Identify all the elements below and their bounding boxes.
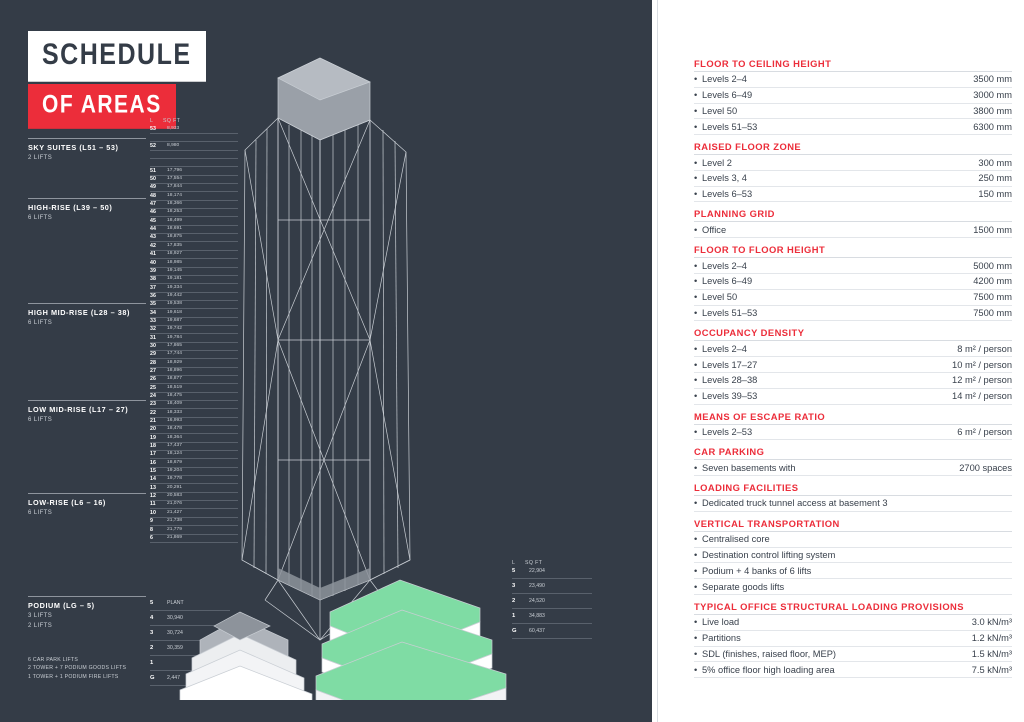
zone-lifts: 3 LIFTS — [28, 613, 53, 619]
floor-area: 18,364 — [167, 434, 182, 440]
podium-level: 5 — [512, 568, 516, 574]
bullet-icon: • — [694, 375, 698, 386]
spec-value: 4200 mm — [973, 276, 1012, 287]
bullet-icon: • — [694, 343, 698, 354]
bullet-icon: • — [694, 224, 698, 235]
podium-area: 24,520 — [529, 598, 545, 604]
spec-row — [694, 563, 1012, 579]
spec-row — [694, 274, 1012, 290]
floor-area: 21,076 — [167, 501, 182, 507]
bullet-icon: • — [694, 498, 698, 509]
floor-area: 19,181 — [167, 276, 182, 282]
floor-area: 18,691 — [167, 226, 182, 232]
column-header-level: L — [512, 560, 516, 566]
bullet-icon: • — [694, 260, 698, 271]
floor-area: 19,778 — [167, 476, 182, 482]
zone-legend-item — [28, 493, 146, 518]
spec-group-title: OCCUPANCY DENSITY — [694, 327, 1012, 341]
floor-level: 19 — [150, 434, 156, 441]
spec-row — [694, 389, 1012, 405]
spec-value: 12 m² / person — [952, 375, 1012, 386]
floor-area: 18,366 — [167, 201, 182, 207]
podium-level: 1 — [150, 660, 154, 666]
spec-label: • Separate goods lifts — [694, 581, 785, 592]
column-header-area: SQ FT — [525, 560, 543, 566]
spec-row — [694, 631, 1012, 647]
floor-area: 18,499 — [167, 217, 182, 223]
podium-level: 3 — [150, 630, 154, 636]
floor-level: 26 — [150, 376, 156, 383]
floor-level: 43 — [150, 234, 156, 241]
podium-area: 30,940 — [167, 615, 183, 621]
floor-level: 46 — [150, 209, 156, 216]
floor-area: 19,687 — [167, 317, 182, 323]
spec-value: 7500 mm — [973, 292, 1012, 303]
zone-lifts: 6 LIFTS — [28, 215, 53, 221]
floor-area: 18,475 — [167, 393, 182, 398]
floor-area: 18,896 — [167, 367, 182, 373]
bullet-icon: • — [694, 581, 698, 592]
bullet-icon: • — [694, 105, 698, 116]
spec-label: • Levels 3, 4 — [694, 173, 747, 184]
floor-level: 37 — [150, 284, 156, 291]
podium-level: 1 — [512, 613, 516, 619]
spec-row — [694, 662, 1012, 678]
floor-level: 52 — [150, 142, 156, 149]
podium-level: 2 — [150, 645, 154, 651]
spec-row — [694, 496, 1012, 512]
spec-group — [694, 518, 1012, 595]
spec-value: 1500 mm — [973, 224, 1012, 235]
floor-level: 38 — [150, 276, 156, 283]
spec-group — [694, 327, 1012, 404]
podium-area: 22,904 — [529, 568, 545, 574]
spec-group — [694, 411, 1012, 441]
floor-level: 25 — [150, 384, 156, 391]
floor-level: 49 — [150, 184, 156, 191]
spec-value: 5000 mm — [973, 260, 1012, 271]
spec-group-title: FLOOR TO CEILING HEIGHT — [694, 58, 1012, 72]
spec-label: • Centralised core — [694, 534, 770, 545]
spec-value: 6 m² / person — [957, 426, 1012, 437]
floor-area: 19,742 — [167, 326, 182, 332]
lift-note: 2 TOWER + 7 PODIUM GOODS LIFTS — [28, 665, 127, 672]
spec-group-title: MEANS OF ESCAPE RATIO — [694, 411, 1012, 425]
spec-label: • Podium + 4 banks of 6 lifts — [694, 565, 812, 576]
zone-lifts: 2 LIFTS — [28, 155, 53, 161]
spec-group — [694, 208, 1012, 238]
podium-area: 30,359 — [167, 645, 183, 651]
floor-level: 47 — [150, 201, 156, 208]
spec-row — [694, 88, 1012, 104]
floor-level: 10 — [150, 509, 156, 516]
spec-label: • Levels 6–49 — [694, 90, 753, 101]
bullet-icon: • — [694, 307, 698, 318]
floor-level: 48 — [150, 192, 156, 199]
spec-row — [694, 460, 1012, 476]
spec-group-title: VERTICAL TRANSPORTATION — [694, 518, 1012, 532]
bullet-icon: • — [694, 426, 698, 437]
bullet-icon: • — [694, 565, 698, 576]
floor-area: 21,738 — [167, 518, 182, 524]
floor-level: 9 — [150, 518, 153, 525]
spec-group — [694, 482, 1012, 512]
podium-level: 5 — [150, 600, 154, 606]
bullet-icon: • — [694, 189, 698, 200]
floor-area: 19,442 — [167, 292, 182, 298]
right-panel — [672, 0, 1024, 722]
floor-area: 18,333 — [167, 409, 182, 415]
floor-level: 18 — [150, 443, 156, 450]
spec-row — [694, 647, 1012, 663]
floor-level: 42 — [150, 242, 156, 249]
lift-note: 1 TOWER + 1 PODIUM FIRE LIFTS — [28, 673, 119, 680]
floor-area: 18,174 — [167, 192, 182, 198]
floor-area: 18,875 — [167, 234, 182, 240]
spec-group — [694, 601, 1012, 678]
floor-area: 18,929 — [167, 359, 182, 365]
spec-row — [694, 72, 1012, 88]
floor-level: 20 — [150, 426, 156, 433]
floor-level: 39 — [150, 267, 156, 274]
spec-row — [694, 290, 1012, 306]
zone-rule — [28, 198, 146, 199]
zone-rule — [28, 400, 146, 401]
floor-area: 19,334 — [167, 284, 182, 290]
spec-value: 3800 mm — [973, 105, 1012, 116]
spec-row — [694, 119, 1012, 135]
floor-area: 18,679 — [167, 459, 182, 465]
spec-value: 250 mm — [978, 173, 1012, 184]
spec-row — [694, 341, 1012, 357]
floor-level: 50 — [150, 176, 156, 183]
page-title: SCHEDULE — [28, 31, 206, 82]
podium-level: 4 — [150, 615, 154, 621]
spec-group-title: PLANNING GRID — [694, 208, 1012, 222]
floor-level: 17 — [150, 451, 156, 458]
spec-label: • Level 50 — [694, 292, 738, 303]
zone-rule — [28, 493, 146, 494]
floor-area: 17,835 — [167, 242, 182, 248]
spec-value: 10 m² / person — [952, 359, 1012, 370]
spec-row — [694, 579, 1012, 595]
spec-row — [694, 373, 1012, 389]
spec-value: 2700 spaces — [959, 462, 1012, 473]
spec-label: • Seven basements with — [694, 462, 796, 473]
zone-name: SKY SUITES (L51 – 53) — [28, 143, 119, 152]
spec-label: • Dedicated truck tunnel access at basement 3 — [694, 498, 888, 509]
zone-lifts: 6 LIFTS — [28, 320, 53, 326]
floor-area: 19,204 — [167, 468, 182, 474]
spec-group-title: CAR PARKING — [694, 446, 1012, 460]
podium-level: G — [512, 628, 517, 634]
spec-value: 8 m² / person — [957, 343, 1012, 354]
bullet-icon: • — [694, 173, 698, 184]
spec-value: 300 mm — [978, 157, 1012, 168]
spec-row — [694, 306, 1012, 322]
specifications-list — [694, 52, 1012, 680]
floor-level: 41 — [150, 251, 156, 258]
floor-level: 29 — [150, 351, 156, 358]
bullet-icon: • — [694, 359, 698, 370]
floor-area: 17,437 — [167, 443, 182, 449]
podium-area: 2,447 — [167, 675, 180, 681]
floor-level: 40 — [150, 259, 156, 266]
lift-note: 6 CAR PARK LIFTS — [28, 657, 79, 663]
spec-value: 1.5 kN/m³ — [971, 648, 1012, 659]
floor-level: 22 — [150, 409, 156, 416]
floor-level: 13 — [150, 484, 156, 491]
zone-legend-item — [28, 400, 146, 425]
floor-level: 21 — [150, 418, 156, 425]
floor-level: 23 — [150, 401, 156, 408]
floor-level: 16 — [150, 459, 156, 466]
spec-label: • Levels 39–53 — [694, 391, 758, 402]
floor-area: 17,865 — [167, 342, 182, 348]
floor-area: 21,427 — [167, 509, 182, 515]
zone-name: HIGH-RISE (L39 – 50) — [28, 203, 113, 212]
zone-name: LOW-RISE (L6 – 16) — [28, 498, 106, 507]
zone-rule — [28, 303, 146, 304]
floor-level: 8 — [150, 526, 153, 533]
bullet-icon: • — [694, 664, 698, 675]
floor-area: 18,124 — [167, 451, 182, 457]
floor-level: 34 — [150, 309, 156, 316]
spec-group — [694, 141, 1012, 202]
spec-row — [694, 222, 1012, 238]
floor-level: 35 — [150, 301, 156, 308]
spec-value: 7.5 kN/m³ — [971, 664, 1012, 675]
podium-area: 30,724 — [167, 630, 183, 636]
spec-row — [694, 171, 1012, 187]
spec-label: • Level 2 — [694, 157, 732, 168]
spec-row — [694, 258, 1012, 274]
zone-name: LOW MID-RISE (L17 – 27) — [28, 405, 129, 414]
zone-rule — [28, 138, 146, 139]
bullet-icon: • — [694, 617, 698, 628]
bullet-icon: • — [694, 550, 698, 561]
spec-label: • Levels 2–4 — [694, 260, 747, 271]
zone-legend-item — [28, 198, 146, 223]
podium-level: G — [150, 675, 155, 681]
column-header-area: SQ FT — [163, 118, 181, 124]
spec-label: • SDL (finishes, raised floor, MEP) — [694, 648, 836, 659]
floor-level: 12 — [150, 493, 156, 500]
spec-value: 1.2 kN/m³ — [971, 633, 1012, 644]
spec-group-title: TYPICAL OFFICE STRUCTURAL LOADING PROVISIONS — [694, 601, 1012, 615]
zone-rule — [28, 596, 146, 597]
spec-group-title: LOADING FACILITIES — [694, 482, 1012, 496]
spec-group — [694, 446, 1012, 476]
spec-value: 3500 mm — [973, 74, 1012, 85]
zone-lifts-secondary: 2 LIFTS — [28, 623, 53, 629]
floor-area: 18,478 — [167, 426, 182, 432]
spec-row — [694, 104, 1012, 120]
floor-level: 53 — [150, 126, 156, 132]
podium-area: PLANT — [167, 600, 184, 606]
tower-diagram — [170, 40, 590, 700]
spec-label: • Levels 2–53 — [694, 426, 753, 437]
spec-row — [694, 357, 1012, 373]
spec-value: 6300 mm — [973, 121, 1012, 132]
floor-area: 19,618 — [167, 309, 182, 315]
lift-notes — [28, 656, 158, 681]
bullet-icon: • — [694, 121, 698, 132]
floor-level: 28 — [150, 359, 156, 366]
spec-row — [694, 155, 1012, 171]
floor-area: 19,145 — [167, 267, 182, 273]
floor-level: 33 — [150, 317, 156, 324]
floor-area: 19,538 — [167, 301, 182, 307]
podium-area: 60,437 — [529, 628, 545, 634]
floor-area: 19,784 — [167, 334, 182, 340]
floor-level: 36 — [150, 292, 156, 299]
spec-row — [694, 615, 1012, 631]
zone-lifts: 6 LIFTS — [28, 510, 53, 516]
column-header-level: L — [150, 118, 154, 124]
bullet-icon: • — [694, 276, 698, 287]
bullet-icon: • — [694, 292, 698, 303]
floor-level: 31 — [150, 334, 156, 341]
spec-label: • Levels 51–53 — [694, 307, 758, 318]
floor-level: 6 — [150, 534, 153, 541]
floor-level: 30 — [150, 342, 156, 349]
spec-label: • Levels 28–38 — [694, 375, 758, 386]
floor-level: 44 — [150, 226, 156, 233]
floor-area: 18,877 — [167, 376, 182, 382]
spec-group — [694, 58, 1012, 135]
floor-area: 18,985 — [167, 259, 182, 265]
floor-level: 24 — [150, 393, 156, 399]
floor-level: 32 — [150, 326, 156, 333]
spec-label: • Levels 6–53 — [694, 189, 753, 200]
floor-area: 21,779 — [167, 526, 182, 532]
spec-label: • Partitions — [694, 633, 741, 644]
spec-row — [694, 425, 1012, 441]
floor-area: 21,869 — [167, 534, 182, 540]
spec-label: • Levels 17–27 — [694, 359, 758, 370]
podium-level: 3 — [512, 583, 516, 589]
bullet-icon: • — [694, 90, 698, 101]
podium-level: 2 — [512, 598, 516, 604]
spec-label: • Levels 2–4 — [694, 343, 747, 354]
spec-group-title: FLOOR TO FLOOR HEIGHT — [694, 244, 1012, 258]
zone-legend-item — [28, 596, 146, 631]
floor-area: 17,744 — [167, 351, 182, 357]
tower-illustration-svg — [170, 40, 590, 700]
floor-level: 27 — [150, 367, 156, 374]
spec-label: • Office — [694, 224, 727, 235]
zone-legend-item — [28, 303, 146, 328]
spec-label: • 5% office floor high loading area — [694, 664, 835, 675]
spec-label: • Destination control lifting system — [694, 550, 836, 561]
floor-level: 15 — [150, 468, 156, 475]
floor-area: 20,583 — [167, 493, 182, 499]
spec-value: 3000 mm — [973, 90, 1012, 101]
floor-level: 51 — [150, 167, 156, 174]
spec-row — [694, 532, 1012, 548]
bullet-icon: • — [694, 462, 698, 473]
spec-value: 150 mm — [978, 189, 1012, 200]
floor-area: 8,980 — [167, 142, 180, 148]
floor-area: 17,844 — [167, 184, 182, 190]
spec-row — [694, 548, 1012, 564]
floor-area: 18,519 — [167, 384, 182, 390]
podium-area: 34,883 — [529, 613, 545, 619]
floor-level: 11 — [150, 501, 156, 508]
floor-area: 17,554 — [167, 176, 182, 182]
floor-area: 16,993 — [167, 418, 182, 424]
zone-legend-item — [28, 138, 146, 163]
floor-level: 45 — [150, 217, 156, 224]
spec-label: • Level 50 — [694, 105, 738, 116]
floor-area: 18,927 — [167, 251, 182, 257]
page-subtitle: OF AREAS — [28, 84, 176, 129]
bullet-icon: • — [694, 391, 698, 402]
spec-label: • Levels 2–4 — [694, 74, 747, 85]
floor-area: 20,291 — [167, 484, 182, 490]
bullet-icon: • — [694, 157, 698, 168]
floor-area: 18,253 — [167, 209, 182, 215]
spec-label: • Levels 6–49 — [694, 276, 753, 287]
bullet-icon: • — [694, 633, 698, 644]
zone-name: HIGH MID-RISE (L28 – 38) — [28, 308, 130, 317]
zone-lifts: 6 LIFTS — [28, 417, 53, 423]
floor-area: 8,933 — [167, 126, 180, 131]
panel-divider — [657, 0, 658, 722]
spec-group-title: RAISED FLOOR ZONE — [694, 141, 1012, 155]
spec-value: 14 m² / person — [952, 391, 1012, 402]
spec-value: 3.0 kN/m³ — [971, 617, 1012, 628]
podium-area: 23,490 — [529, 583, 545, 589]
spec-row — [694, 187, 1012, 203]
floor-area: 18,409 — [167, 401, 182, 407]
floor-level: 14 — [150, 476, 156, 483]
spec-label: • Levels 51–53 — [694, 121, 758, 132]
bullet-icon: • — [694, 74, 698, 85]
floor-area: 17,796 — [167, 167, 182, 173]
bullet-icon: • — [694, 534, 698, 545]
spec-value: 7500 mm — [973, 307, 1012, 318]
spec-group — [694, 244, 1012, 321]
zone-name: PODIUM (LG – 5) — [28, 601, 95, 610]
bullet-icon: • — [694, 648, 698, 659]
spec-label: • Live load — [694, 617, 740, 628]
